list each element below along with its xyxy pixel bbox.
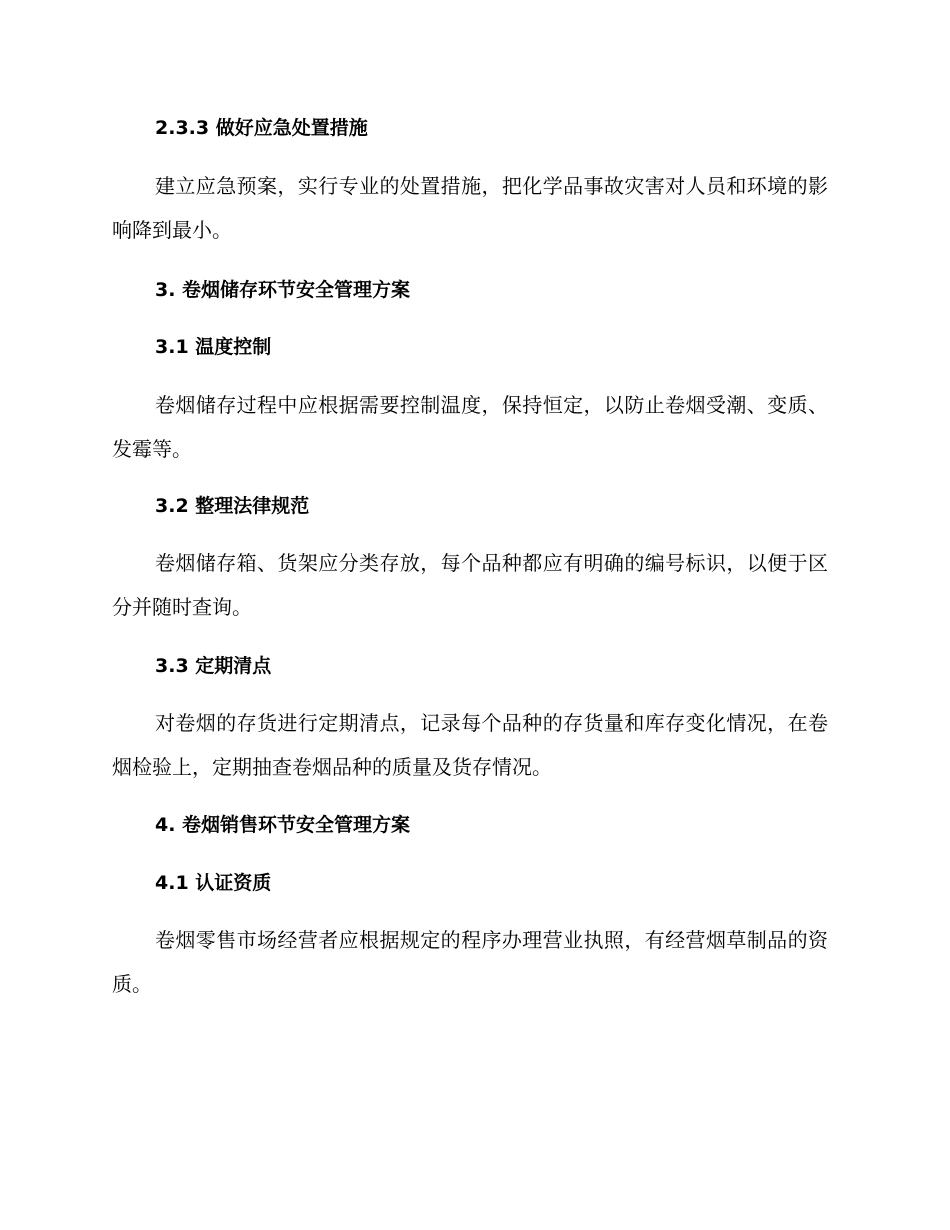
paragraph-regular-inventory: 对卷烟的存货进行定期清点，记录每个品种的存货量和库存变化情况，在卷烟检验上，定期抽查卷烟品种的质量及货存情况。 xyxy=(112,711,828,779)
heading-section-3: 3. 卷烟储存环节安全管理方案 xyxy=(155,279,411,301)
paragraph-temperature-control: 卷烟储存过程中应根据需要控制温度，保持恒定，以防止卷烟受潮、变质、发霉等。 xyxy=(112,393,828,461)
heading-3-1: 3.1 温度控制 xyxy=(155,336,272,358)
heading-3-2: 3.2 整理法律规范 xyxy=(155,495,310,517)
heading-3-3: 3.3 定期清点 xyxy=(155,655,272,677)
heading-section-4: 4. 卷烟销售环节安全管理方案 xyxy=(155,814,411,836)
heading-4-1: 4.1 认证资质 xyxy=(155,872,272,894)
paragraph-storage-organization: 卷烟储存箱、货架应分类存放，每个品种都应有明确的编号标识，以便于区分并随时查询。 xyxy=(112,551,828,619)
paragraph-emergency-response: 建立应急预案，实行专业的处置措施，把化学品事故灾害对人员和环境的影响降到最小。 xyxy=(112,174,828,242)
heading-2-3-3: 2.3.3 做好应急处置措施 xyxy=(155,117,368,139)
paragraph-certification: 卷烟零售市场经营者应根据规定的程序办理营业执照，有经营烟草制品的资质。 xyxy=(112,928,828,996)
